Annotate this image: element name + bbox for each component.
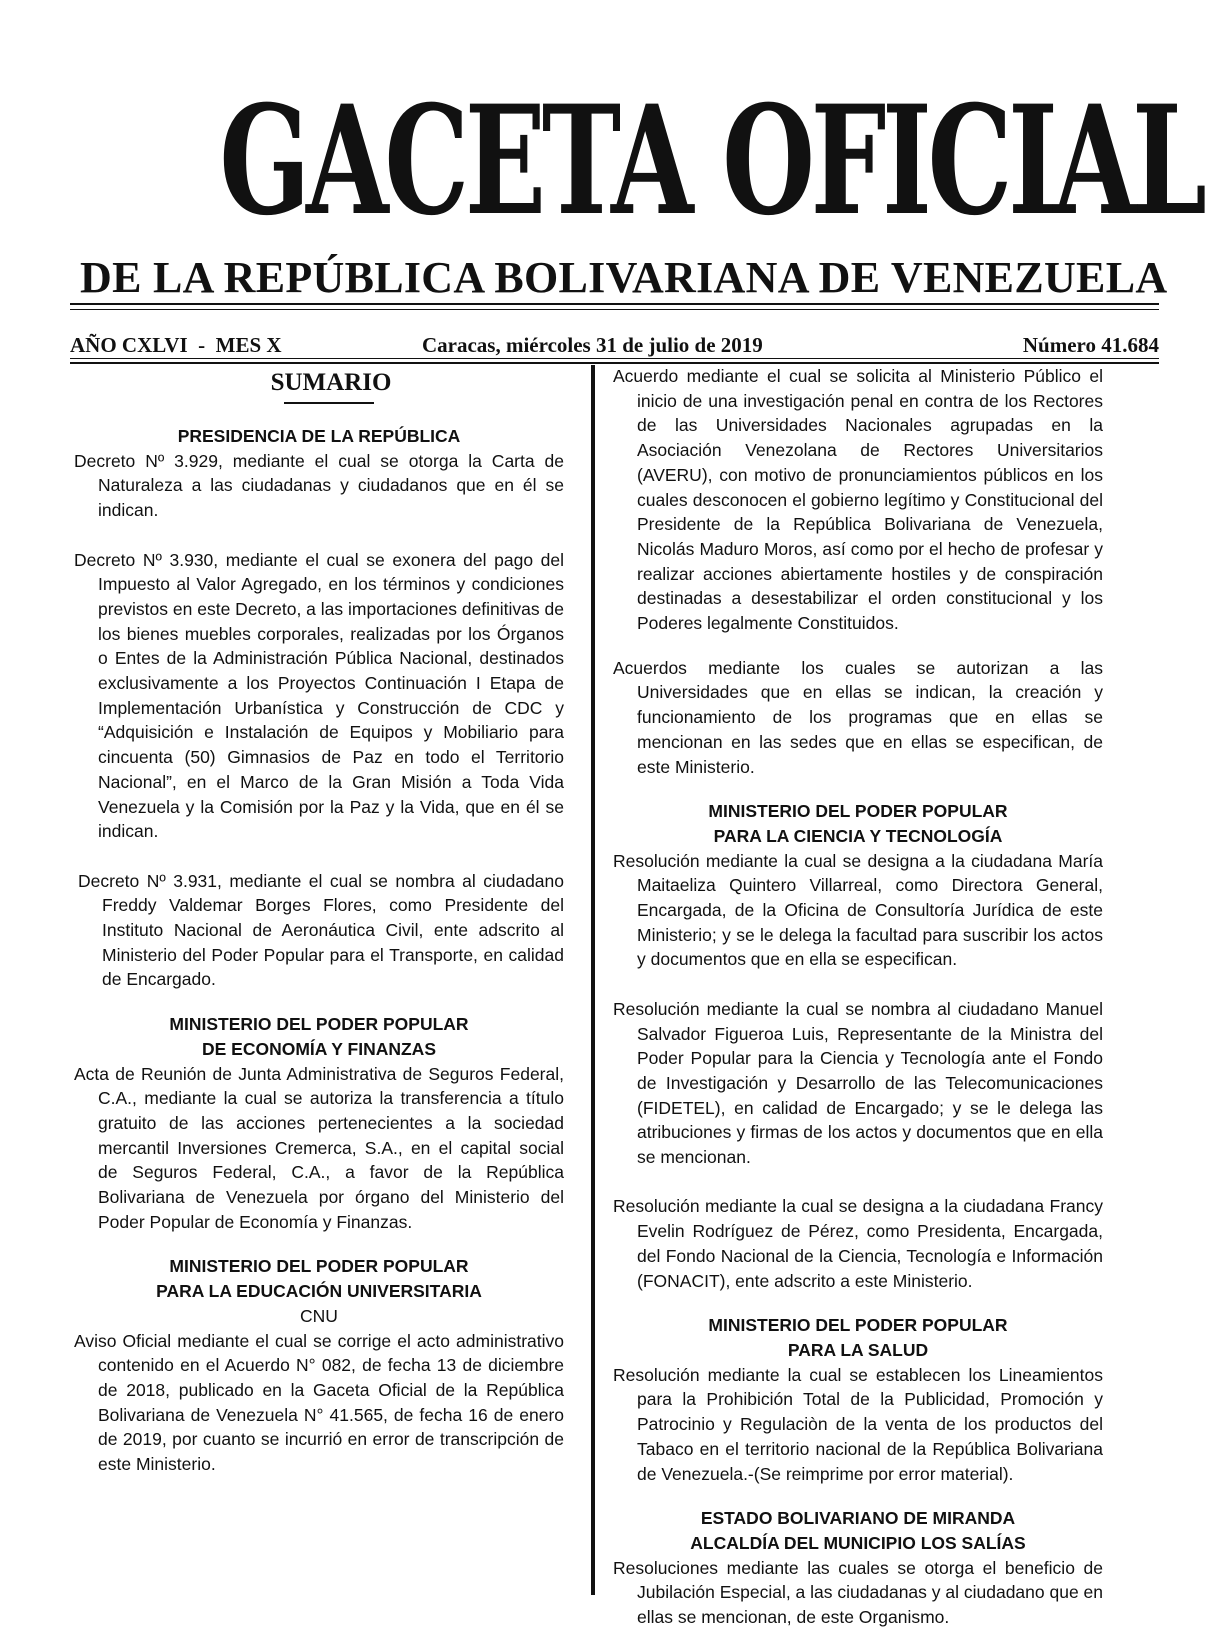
section-subheading-cnu: CNU [300, 1305, 338, 1326]
left-column [74, 424, 564, 1477]
summary-entry: Resoluciones mediante las cuales se otorga el beneficio de Jubilación Especial, a las ciudadanas y al ciudadano que en ellas se mencionan, de este Organismo. [613, 1557, 1104, 1628]
section-heading-presidencia: PRESIDENCIA DE LA REPÚBLICA [177, 426, 461, 446]
summary-entry: Decreto Nº 3.929, mediante el cual se otorga la Carta de Naturaleza a las ciudadanas y ciudadanos que en él se indican. [74, 450, 564, 521]
top-rule-thick [70, 303, 1159, 305]
section-heading-economia-1: MINISTERIO DEL PODER POPULAR [169, 1014, 469, 1035]
right-column [613, 364, 1103, 1630]
issue-number: Número 41.684 [1022, 333, 1159, 357]
section-heading-economia-2: DE ECONOMÍA Y FINANZAS [201, 1038, 436, 1059]
section-heading-educacion-1: MINISTERIO DEL PODER POPULAR [169, 1256, 469, 1277]
section-heading-miranda-2: ALCALDÍA DEL MUNICIPIO LOS SALÍAS [690, 1532, 1026, 1553]
masthead-title: GACETA OFICIAL [219, 73, 1203, 249]
issue-date: Caracas, miércoles 31 de julio de 2019 [422, 333, 763, 357]
summary-entry: Resolución mediante la cual se establecen los Lineamientos para la Prohibición Total de la Publicidad, Promoción y Patrocinio y Regulaciòn de la venta de los productos del Tabaco en el territorio nacional de la República Bolivariana de Venezuela.-(Se reimprime por error material). [613, 1364, 1103, 1484]
year-month: AÑO CXLVI - MES X [70, 333, 282, 357]
section-heading-ciencia-2: PARA LA CIENCIA Y TECNOLOGÍA [713, 825, 1003, 846]
section-heading-ciencia-1: MINISTERIO DEL PODER POPULAR [708, 801, 1008, 822]
sumario-title: SUMARIO [270, 369, 392, 396]
summary-entry: Decreto Nº 3.931, mediante el cual se nombra al ciudadano Freddy Valdemar Borges Flores, como Presidente del Instituto Nacional de Aeronáutica Civil, ente adscrito al Ministerio del Poder Popular para el Transporte, en calidad de Encargado. [78, 870, 564, 990]
masthead-subtitle: DE LA REPÚBLICA BOLIVARIANA DE VENEZUELA [80, 253, 1168, 302]
section-heading-miranda-1: ESTADO BOLIVARIANO DE MIRANDA [700, 1508, 1016, 1529]
sumario-underline [284, 402, 374, 404]
summary-entry: Acuerdo mediante el cual se solicita al Ministerio Público el inicio de una investigación penal en contra de los Rectores de las Universidades Nacionales agrupadas en la Asociación Venezolana de Rectores Universitarios (AVERU), con motivo de pronunciamientos públicos en los cuales desconocen el gobierno legítimo y Constitucional del Presidente de la República Bolivariana de Venezuela, Nicolás Maduro Moros, así como por el hecho de profesar y realizar acciones abiertamente hostiles y de conspiración destinadas a desestabilizar el orden constitucional y los Poderes legalmente Constituidos. [613, 366, 1103, 634]
column-divider [591, 365, 595, 1595]
section-heading-educacion-2: PARA LA EDUCACIÓN UNIVERSITARIA [156, 1281, 482, 1302]
section-heading-salud-2: PARA LA SALUD [787, 1339, 929, 1360]
summary-entry: Acta de Reunión de Junta Administrativa de Seguros Federal, C.A., mediante la cual se autoriza la transferencia a título gratuito de las acciones pertenecientes a la sociedad mercantil Inversiones Cremerca, S.A., en el capital social de Seguros Federal, C.A., a favor de la República Bolivariana de Venezuela por órgano del Ministerio del Poder Popular de Economía y Finanzas. [74, 1063, 564, 1232]
summary-entry: Decreto Nº 3.930, mediante el cual se exonera del pago del Impuesto al Valor Agregado, en los términos y condiciones previstos en este Decreto, a las importaciones definitivas de los bienes muebles corporales, realizadas por los Órganos o Entes de la Administración Pública Nacional, destinados exclusivamente a los Proyectos Continuación I Etapa de Implementación Urbanística y Construcción de CDC y “Adquisición e Instalación de Equipos y Mobiliario para cincuenta (50) Gimnasios de Paz en todo el Territorio Nacional”, en el Marco de la Gran Misión a Toda Vida Venezuela y la Comisión por la Paz y la Vida, que en él se indican. [74, 549, 564, 842]
dateline-rule-thin [70, 358, 1159, 359]
summary-entry: Acuerdos mediante los cuales se autorizan a las Universidades que en ellas se indican, la creación y funcionamiento de los programas que en ellas se mencionan en las sedes que en ellas se especifican, de este Ministerio. [613, 657, 1103, 777]
summary-entry: Resolución mediante la cual se nombra al ciudadano Manuel Salvador Figueroa Luis, Representante de la Ministra del Poder Popular para la Ciencia y Tecnología ante el Fondo de Investigación y Desarrollo de las Telecomunicaciones (FIDETEL), en calidad de Encargado; y se le delega las atribuciones y firmas de los actos y documentos que en ella se mencionan. [613, 998, 1103, 1168]
top-rule-thin [70, 309, 1159, 310]
dateline [70, 330, 1159, 360]
summary-entry: Aviso Oficial mediante el cual se corrige el acto administrativo contenido en el Acuerdo N° 082, de fecha 13 de diciembre de 2018, publicado en la Gaceta Oficial de la República Bolivariana de Venezuela N° 41.565, de fecha 16 de enero de 2019, por cuanto se incurrió en error de transcripción de este Ministerio. [74, 1330, 564, 1475]
summary-entry: Resolución mediante la cual se designa a la ciudadana María Maitaeliza Quintero Villarreal, como Directora General, Encargada, de la Oficina de Consultoría Jurídica de este Ministerio; y se le delega la facultad para suscribir los actos y documentos que en ella se especifican. [613, 850, 1103, 970]
section-heading-salud-1: MINISTERIO DEL PODER POPULAR [708, 1315, 1008, 1336]
summary-entry: Resolución mediante la cual se designa a la ciudadana Francy Evelin Rodríguez de Pérez, como Presidenta, Encargada, del Fondo Nacional de la Ciencia, Tecnología e Información (FONACIT), ente adscrito a este Ministerio. [613, 1196, 1103, 1291]
